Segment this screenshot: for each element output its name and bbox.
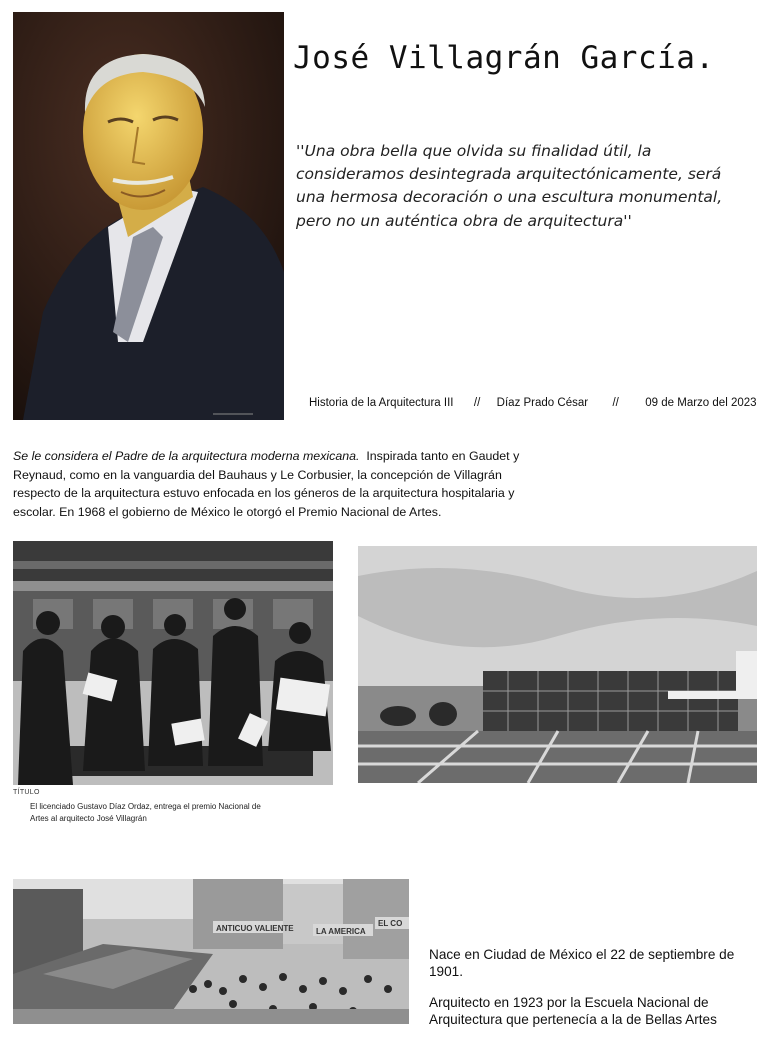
course-name: Historia de la Arquitectura III bbox=[309, 397, 454, 409]
intro-text: Inspirada tanto en Gaudet y Reynaud, como en la vanguardia del Bauhaus y Le Corbusier, la concepción de Villagrán respecto de la arquitectura estuvo enfocada en los géneros de la arquitectura hospitalaria y escolar. En 1968 el gobierno de México le otorgó el Premio Nacional de Artes. bbox=[13, 449, 520, 519]
meta-separator: // bbox=[612, 397, 619, 409]
caption-label: TÍTULO bbox=[13, 789, 40, 796]
document-meta bbox=[309, 397, 757, 409]
portrait-painting bbox=[13, 12, 284, 420]
photo-caption: El licenciado Gustavo Díaz Ordaz, entrega el premio Nacional de Artes al arquitecto José Villagrán bbox=[30, 802, 261, 823]
bio-paragraph-birth: Nace en Ciudad de México el 22 de septiembre de 1901. bbox=[429, 947, 735, 979]
award-ceremony-photo bbox=[13, 541, 333, 785]
modern-building-photo bbox=[358, 546, 757, 783]
intro-emphasis: Se le considera el Padre de la arquitectura moderna mexicana. bbox=[13, 449, 360, 463]
document-date: 09 de Marzo del 2023 bbox=[645, 397, 757, 409]
page-title: José Villagrán García. bbox=[293, 40, 715, 76]
meta-separator: // bbox=[473, 397, 481, 409]
quote-text: ''Una obra bella que olvida su finalidad útil, la consideramos desintegrada arquitectónicamente, será una hermosa decoración o una escultura monumental, pero no un auténtica obra de arquitectura'' bbox=[296, 142, 723, 230]
biography-text bbox=[429, 946, 759, 1042]
intro-paragraph bbox=[13, 447, 543, 521]
shop-sign: EL CO bbox=[378, 919, 403, 928]
bio-paragraph-education: Arquitecto en 1923 por la Escuela Nacional de Arquitectura que pertenecía a la de Bellas Artes bbox=[429, 995, 717, 1027]
historic-street-photo bbox=[13, 879, 409, 1024]
shop-sign: ANTICUO VALIENTE bbox=[216, 924, 294, 933]
shop-sign: LA AMERICA bbox=[316, 927, 366, 936]
author-name: Díaz Prado César bbox=[496, 397, 589, 409]
